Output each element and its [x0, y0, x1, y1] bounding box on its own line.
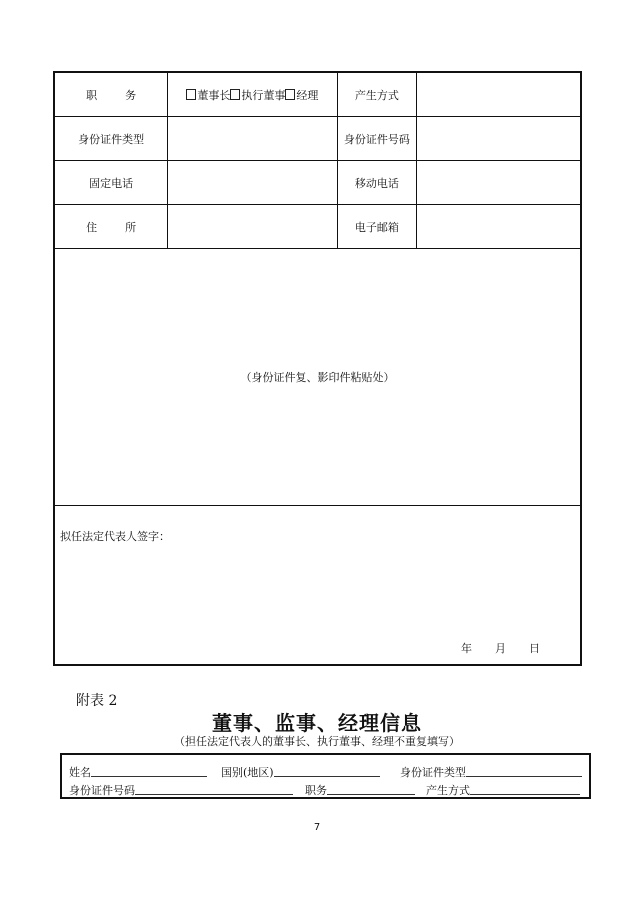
- date-year: 年: [461, 642, 472, 655]
- appendix-subtitle: （担任法定代表人的董事长、执行董事、经理不重复填写）: [174, 735, 460, 748]
- appendix-title: 董事、监事、经理信息: [212, 711, 422, 735]
- legal-rep-form-table: [53, 71, 582, 666]
- checkbox-executive-director[interactable]: [230, 89, 240, 100]
- id-type-field-label: 身份证件类型: [400, 766, 466, 779]
- name-underline[interactable]: [91, 766, 207, 777]
- position-field[interactable]: [305, 782, 415, 798]
- option-chairman: 董事长: [197, 88, 231, 102]
- option-executive-director: 执行董事: [241, 88, 286, 102]
- address-value-cell[interactable]: [168, 205, 337, 249]
- country-underline[interactable]: [274, 766, 380, 777]
- country-field[interactable]: [221, 764, 380, 780]
- origin-field-label: 产生方式: [426, 784, 470, 797]
- email-label: 电子邮箱: [337, 205, 417, 249]
- origin-underline[interactable]: [470, 784, 580, 795]
- id-type-underline[interactable]: [466, 766, 582, 777]
- id-number-value-cell[interactable]: [417, 117, 581, 161]
- id-type-value-cell[interactable]: [168, 117, 337, 161]
- landline-label: 固定电话: [54, 161, 168, 205]
- paste-area-text: （身份证件复、影印件粘贴处）: [240, 371, 395, 384]
- id-number-field[interactable]: [69, 782, 293, 798]
- date-day: 日: [529, 642, 540, 655]
- position-underline[interactable]: [327, 784, 415, 795]
- id-number-field-label: 身份证件号码: [69, 784, 135, 797]
- id-number-label: 身份证件号码: [337, 117, 417, 161]
- address-label: 住 所: [54, 205, 168, 249]
- id-number-underline[interactable]: [135, 784, 293, 795]
- position-field-label: 职务: [305, 784, 327, 797]
- landline-value-cell[interactable]: [168, 161, 337, 205]
- date-month: 月: [495, 642, 506, 655]
- page-number: 7: [313, 822, 321, 833]
- position-label: 职 务: [54, 72, 168, 117]
- id-copy-paste-area: [54, 249, 581, 506]
- email-value-cell[interactable]: [417, 205, 581, 249]
- signature-label: 拟任法定代表人签字：: [60, 530, 170, 543]
- origin-field[interactable]: [426, 782, 580, 798]
- name-label: 姓名: [69, 766, 91, 779]
- mobile-label: 移动电话: [337, 161, 417, 205]
- signature-area[interactable]: [54, 506, 581, 666]
- position-options: [168, 72, 337, 117]
- id-type-field[interactable]: [400, 764, 582, 780]
- option-manager: 经理: [296, 88, 319, 102]
- checkbox-manager[interactable]: [285, 89, 295, 100]
- origin-label: 产生方式: [337, 72, 417, 117]
- id-type-label: 身份证件类型: [54, 117, 168, 161]
- country-label: 国别(地区): [221, 766, 274, 779]
- officer-info-box: [60, 753, 591, 799]
- mobile-value-cell[interactable]: [417, 161, 581, 205]
- origin-value-cell[interactable]: [417, 72, 581, 117]
- name-field[interactable]: [69, 764, 207, 780]
- checkbox-chairman[interactable]: [186, 89, 196, 100]
- appendix-label: 附表 2: [76, 693, 118, 709]
